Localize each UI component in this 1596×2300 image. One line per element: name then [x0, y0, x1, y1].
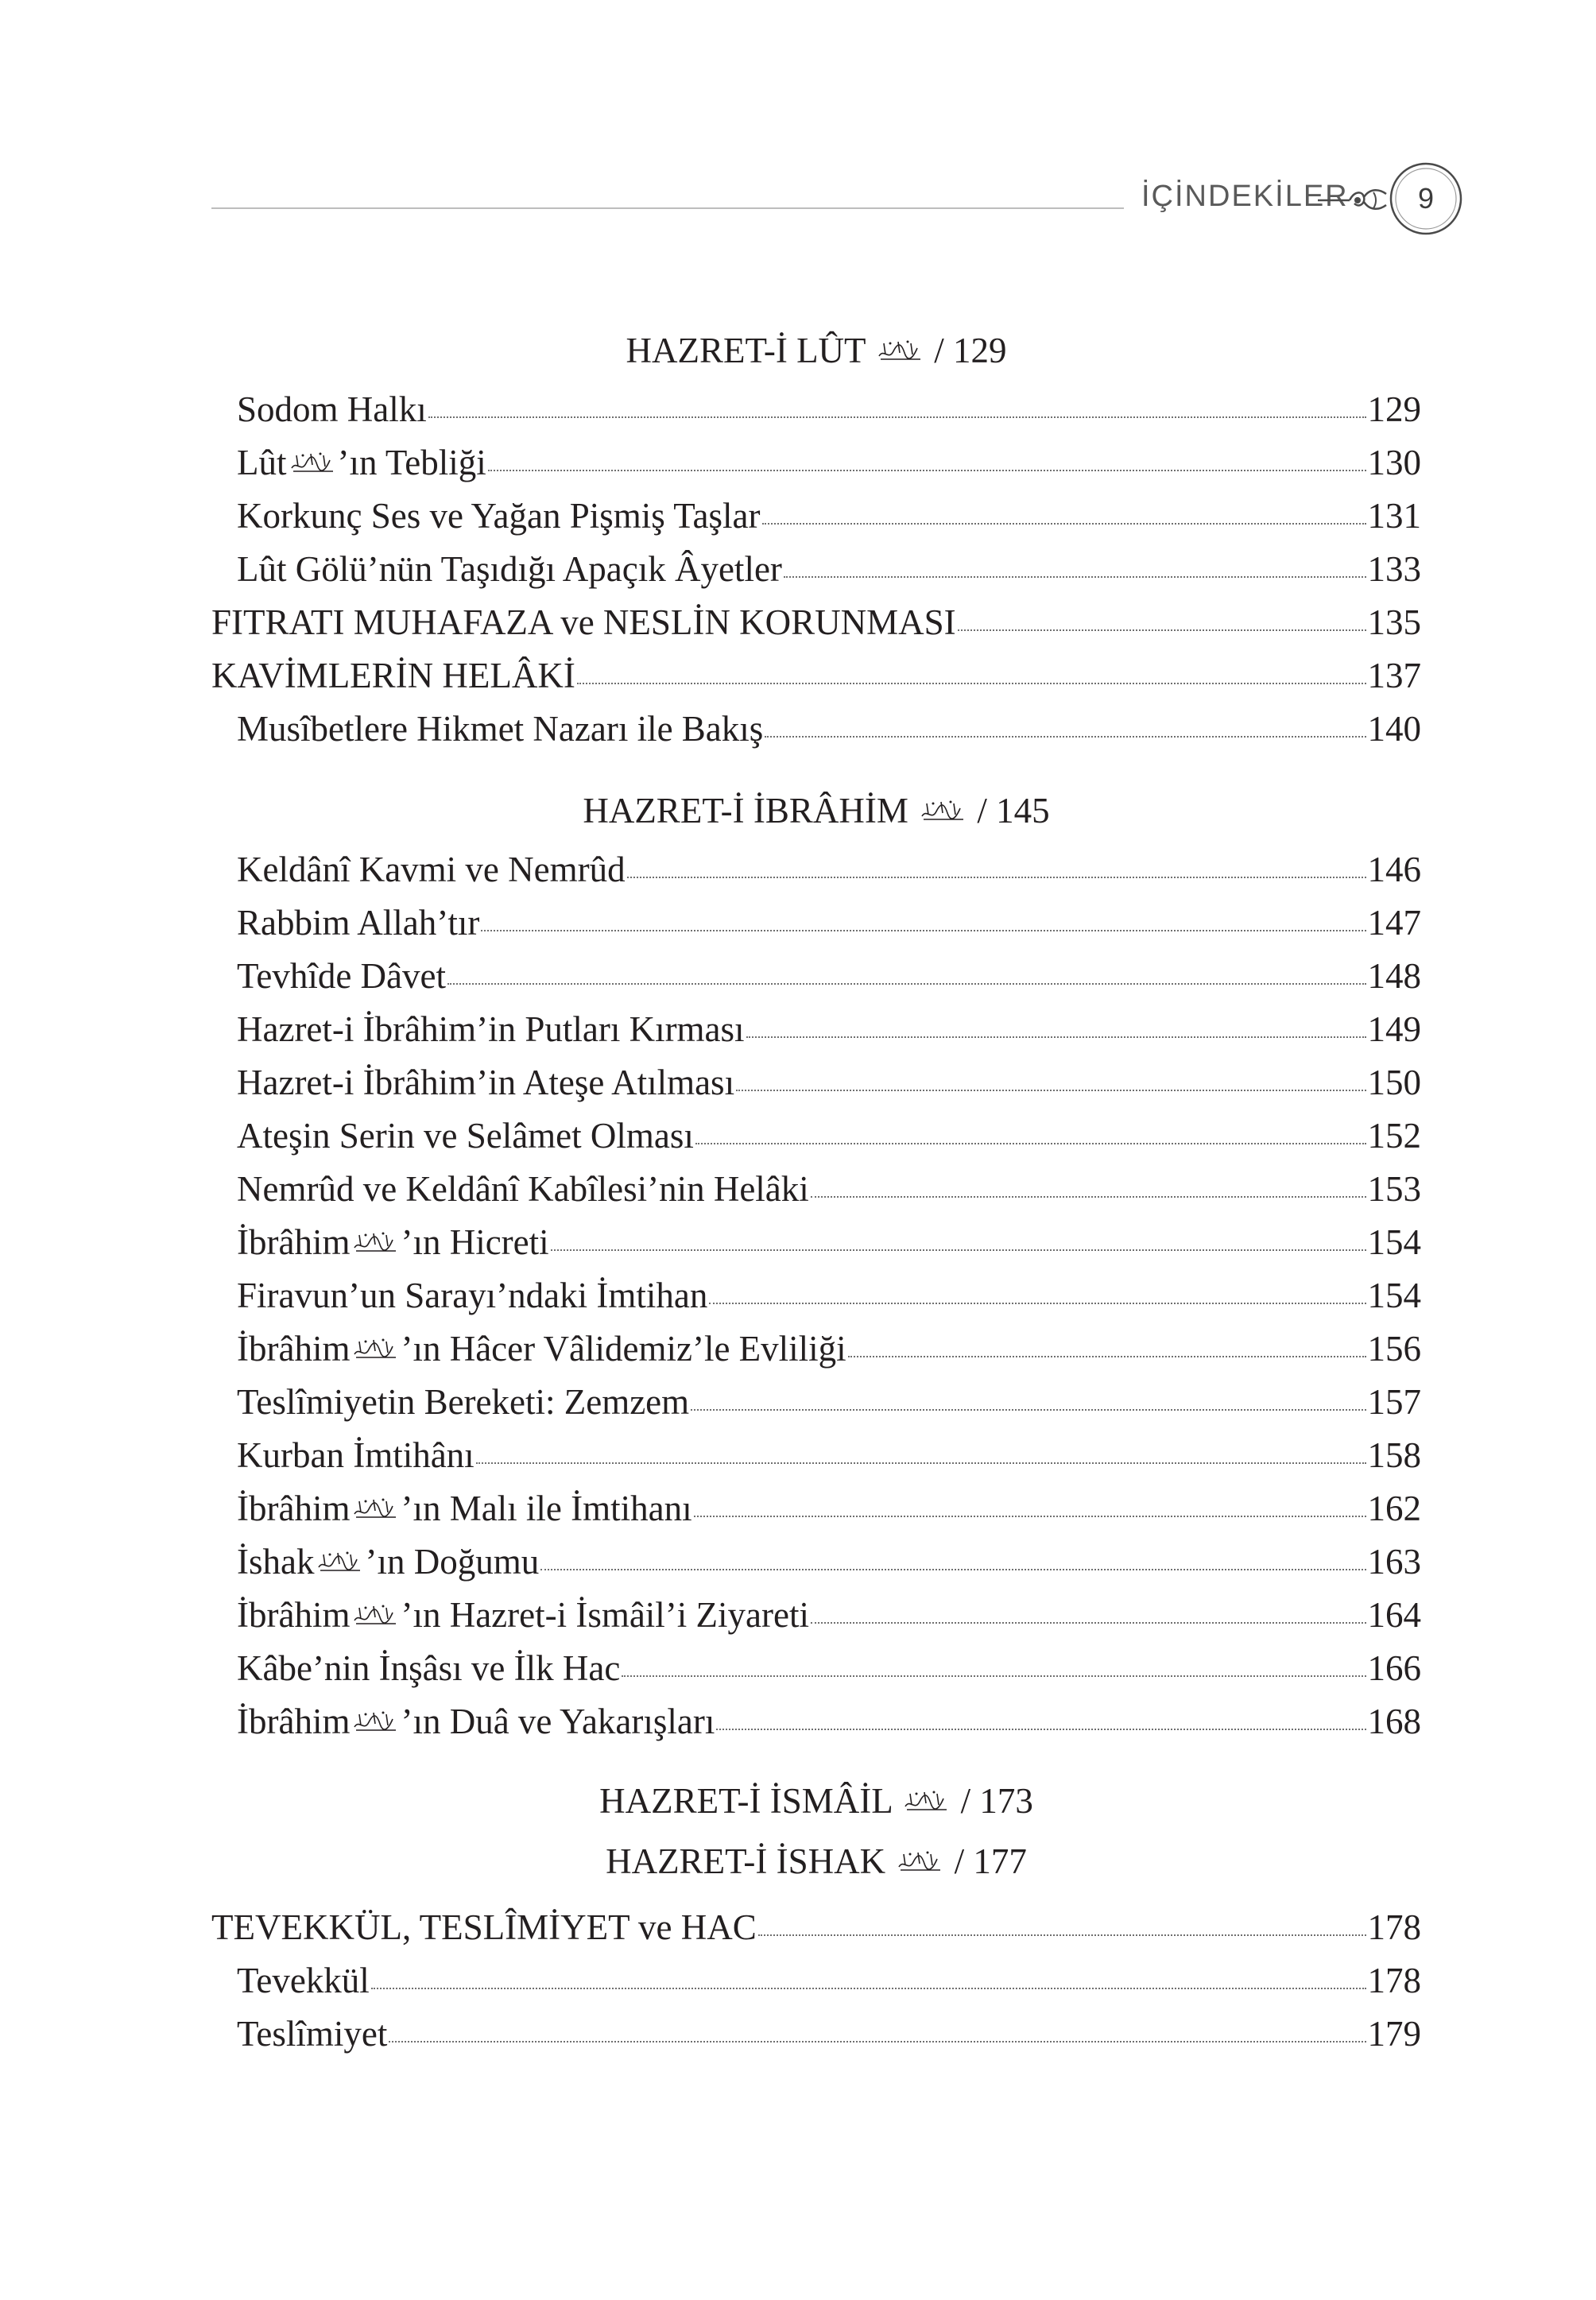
- salawat-icon: [289, 449, 336, 474]
- dot-leader: [762, 523, 1366, 525]
- toc-entry-page: 146: [1367, 850, 1421, 889]
- section-title-text: HAZRET-İ İBRÂHİM: [583, 791, 908, 831]
- dot-leader: [540, 1569, 1366, 1570]
- toc-entry-title: İshak ’ın Doğumu: [237, 1542, 540, 1582]
- toc-entry[interactable]: [211, 1695, 1421, 1748]
- toc-entry-title: FITRATI MUHAFAZA ve NESLİN KORUNMASI: [211, 602, 956, 642]
- toc-entry-page: 133: [1367, 549, 1421, 589]
- toc-entry[interactable]: [211, 703, 1421, 756]
- toc-entry[interactable]: [211, 383, 1421, 436]
- toc-entry[interactable]: [211, 1429, 1421, 1482]
- toc-entry-page: 140: [1367, 709, 1421, 749]
- section-title-page: / 177: [954, 1841, 1027, 1881]
- section-title-page: / 173: [960, 1781, 1033, 1821]
- section-title-text: HAZRET-İ İSMÂİL: [599, 1781, 893, 1821]
- toc-entry-title: Keldânî Kavmi ve Nemrûd: [237, 850, 626, 889]
- toc-entry-title: Teslîmiyetin Bereketi: Zemzem: [237, 1382, 690, 1422]
- salawat-icon: [896, 1848, 943, 1873]
- toc-entry-title: Kurban İmtihânı: [237, 1435, 475, 1475]
- toc-entry-page: 153: [1367, 1169, 1421, 1209]
- toc-entry-title: Rabbim Allah’tır: [237, 903, 480, 943]
- toc-entry-page: 163: [1367, 1542, 1421, 1582]
- toc-entry-title: KAVİMLERİN HELÂKİ: [211, 656, 575, 695]
- dot-leader: [716, 1729, 1366, 1730]
- toc-entry-title: Musîbetlere Hikmet Nazarı ile Bakış: [237, 709, 764, 749]
- toc-entry-title: Kâbe’nin İnşâsı ve İlk Hac: [237, 1648, 621, 1688]
- toc-entry-page: 166: [1367, 1648, 1421, 1688]
- dot-leader: [736, 1090, 1366, 1091]
- toc-entry[interactable]: [211, 1482, 1421, 1535]
- toc-entry-title: İbrâhim ’ın Malı ile İmtihanı: [237, 1489, 692, 1528]
- dot-leader: [811, 1196, 1366, 1198]
- salawat-icon: [351, 1495, 399, 1520]
- toc-entry[interactable]: [211, 1056, 1421, 1109]
- toc-entry-page: 178: [1367, 1961, 1421, 2000]
- toc-entry-title: İbrâhim ’ın Duâ ve Yakarışları: [237, 1702, 715, 1741]
- toc-entry[interactable]: [211, 436, 1421, 490]
- dot-leader: [765, 736, 1366, 738]
- dot-leader: [389, 2041, 1366, 2043]
- salawat-icon: [351, 1229, 399, 1254]
- dot-leader: [958, 629, 1366, 631]
- header-rule: [211, 207, 1124, 209]
- toc-entry[interactable]: [211, 1003, 1421, 1056]
- toc-entry-title: İbrâhim ’ın Hâcer Vâlidemiz’le Evliliği: [237, 1329, 846, 1369]
- dot-leader: [476, 1462, 1366, 1464]
- toc-entry[interactable]: [211, 490, 1421, 543]
- toc-entry[interactable]: [211, 950, 1421, 1003]
- toc-entry-page: 147: [1367, 903, 1421, 943]
- toc-entry-title: Korkunç Ses ve Yağan Pişmiş Taşlar: [237, 496, 761, 536]
- dot-leader: [848, 1356, 1366, 1357]
- salawat-icon: [351, 1708, 399, 1733]
- toc-entry-title: Nemrûd ve Keldânî Kabîlesi’nin Helâki: [237, 1169, 809, 1209]
- salawat-icon: [351, 1601, 399, 1627]
- section-title: [211, 1771, 1421, 1831]
- toc-entry[interactable]: [211, 1322, 1421, 1376]
- toc-entry[interactable]: [211, 1376, 1421, 1429]
- dot-leader: [784, 576, 1366, 578]
- toc-chapter-entry[interactable]: [211, 649, 1421, 703]
- dot-leader: [577, 683, 1366, 684]
- toc-entry[interactable]: [211, 843, 1421, 896]
- toc-entry-page: 148: [1367, 956, 1421, 996]
- dot-leader: [622, 1675, 1366, 1677]
- dot-leader: [447, 983, 1366, 985]
- toc-entry-page: 137: [1367, 656, 1421, 695]
- toc-entry-page: 129: [1367, 389, 1421, 429]
- dot-leader: [371, 1988, 1366, 1989]
- toc-entry-page: 158: [1367, 1435, 1421, 1475]
- salawat-icon: [316, 1548, 363, 1574]
- toc-entry[interactable]: [211, 1954, 1421, 2008]
- dot-leader: [694, 1516, 1366, 1517]
- dot-leader: [758, 1934, 1366, 1936]
- floral-ornament-icon: [1318, 173, 1394, 224]
- page-number: 9: [1417, 182, 1435, 215]
- dot-leader: [811, 1622, 1366, 1624]
- toc-entry-page: 131: [1367, 496, 1421, 536]
- toc-entry-page: 154: [1367, 1276, 1421, 1315]
- toc-entry-title: Lût ’ın Tebliği: [237, 443, 486, 482]
- toc-entry-page: 149: [1367, 1009, 1421, 1049]
- dot-leader: [481, 930, 1366, 931]
- toc-entry-title: Hazret-i İbrâhim’in Putları Kırması: [237, 1009, 745, 1049]
- running-header: [211, 159, 1472, 238]
- toc-chapter-entry[interactable]: [211, 1901, 1421, 1954]
- toc-chapter-entry[interactable]: [211, 596, 1421, 649]
- toc-entry[interactable]: [211, 2008, 1421, 2061]
- toc-entry[interactable]: [211, 1589, 1421, 1642]
- toc-entry-title: İbrâhim ’ın Hicreti: [237, 1222, 549, 1262]
- toc-entry[interactable]: [211, 1216, 1421, 1269]
- toc-entry-page: 157: [1367, 1382, 1421, 1422]
- dot-leader: [746, 1036, 1366, 1038]
- toc-entry-title: Firavun’un Sarayı’ndaki İmtihan: [237, 1276, 708, 1315]
- toc-entry[interactable]: [211, 1269, 1421, 1322]
- toc-entry-page: 154: [1367, 1222, 1421, 1262]
- salawat-icon: [919, 797, 967, 823]
- salawat-icon: [351, 1335, 399, 1361]
- salawat-icon: [902, 1787, 950, 1813]
- toc-entry-title: Sodom Halkı: [237, 389, 427, 429]
- table-of-contents: [211, 318, 1421, 2061]
- dot-leader: [551, 1249, 1366, 1251]
- toc-entry[interactable]: [211, 1163, 1421, 1216]
- toc-entry-title: Lût Gölü’nün Taşıdığı Apaçık Âyetler: [237, 549, 782, 589]
- toc-entry-title: Tevekkül: [237, 1961, 370, 2000]
- section-title-text: HAZRET-İ İSHAK: [606, 1841, 886, 1881]
- section-title: [211, 1831, 1421, 1891]
- toc-entry-page: 179: [1367, 2014, 1421, 2054]
- toc-entry[interactable]: [211, 1642, 1421, 1695]
- toc-entry-title: İbrâhim ’ın Hazret-i İsmâil’i Ziyareti: [237, 1595, 809, 1635]
- toc-entry-title: Ateşin Serin ve Selâmet Olması: [237, 1116, 694, 1156]
- toc-entry[interactable]: [211, 543, 1421, 596]
- dot-leader: [488, 470, 1366, 471]
- dot-leader: [691, 1409, 1366, 1411]
- toc-entry-title: Tevhîde Dâvet: [237, 956, 446, 996]
- toc-entry-page: 135: [1367, 602, 1421, 642]
- toc-entry-page: 164: [1367, 1595, 1421, 1635]
- section-title-page: / 145: [977, 791, 1050, 831]
- toc-entry-title: Hazret-i İbrâhim’in Ateşe Atılması: [237, 1063, 735, 1102]
- section-title-page: / 129: [934, 331, 1007, 370]
- toc-entry-page: 162: [1367, 1489, 1421, 1528]
- toc-entry[interactable]: [211, 1109, 1421, 1163]
- toc-entry-title: TEVEKKÜL, TESLÎMİYET ve HAC: [211, 1907, 757, 1947]
- header-title: İÇİNDEKİLER: [1141, 180, 1349, 213]
- toc-entry[interactable]: [211, 896, 1421, 950]
- dot-leader: [709, 1303, 1366, 1304]
- toc-entry-title: Teslîmiyet: [237, 2014, 388, 2054]
- toc-entry-page: 168: [1367, 1702, 1421, 1741]
- toc-entry-page: 152: [1367, 1116, 1421, 1156]
- toc-entry-page: 156: [1367, 1329, 1421, 1369]
- section-title: [211, 318, 1421, 383]
- toc-entry[interactable]: [211, 1535, 1421, 1589]
- dot-leader: [627, 877, 1366, 878]
- section-title-text: HAZRET-İ LÛT: [626, 331, 866, 370]
- dot-leader: [695, 1143, 1366, 1144]
- salawat-icon: [876, 337, 924, 362]
- section-title: [211, 778, 1421, 843]
- toc-entry-page: 150: [1367, 1063, 1421, 1102]
- toc-entry-page: 178: [1367, 1907, 1421, 1947]
- toc-entry-page: 130: [1367, 443, 1421, 482]
- dot-leader: [428, 416, 1366, 418]
